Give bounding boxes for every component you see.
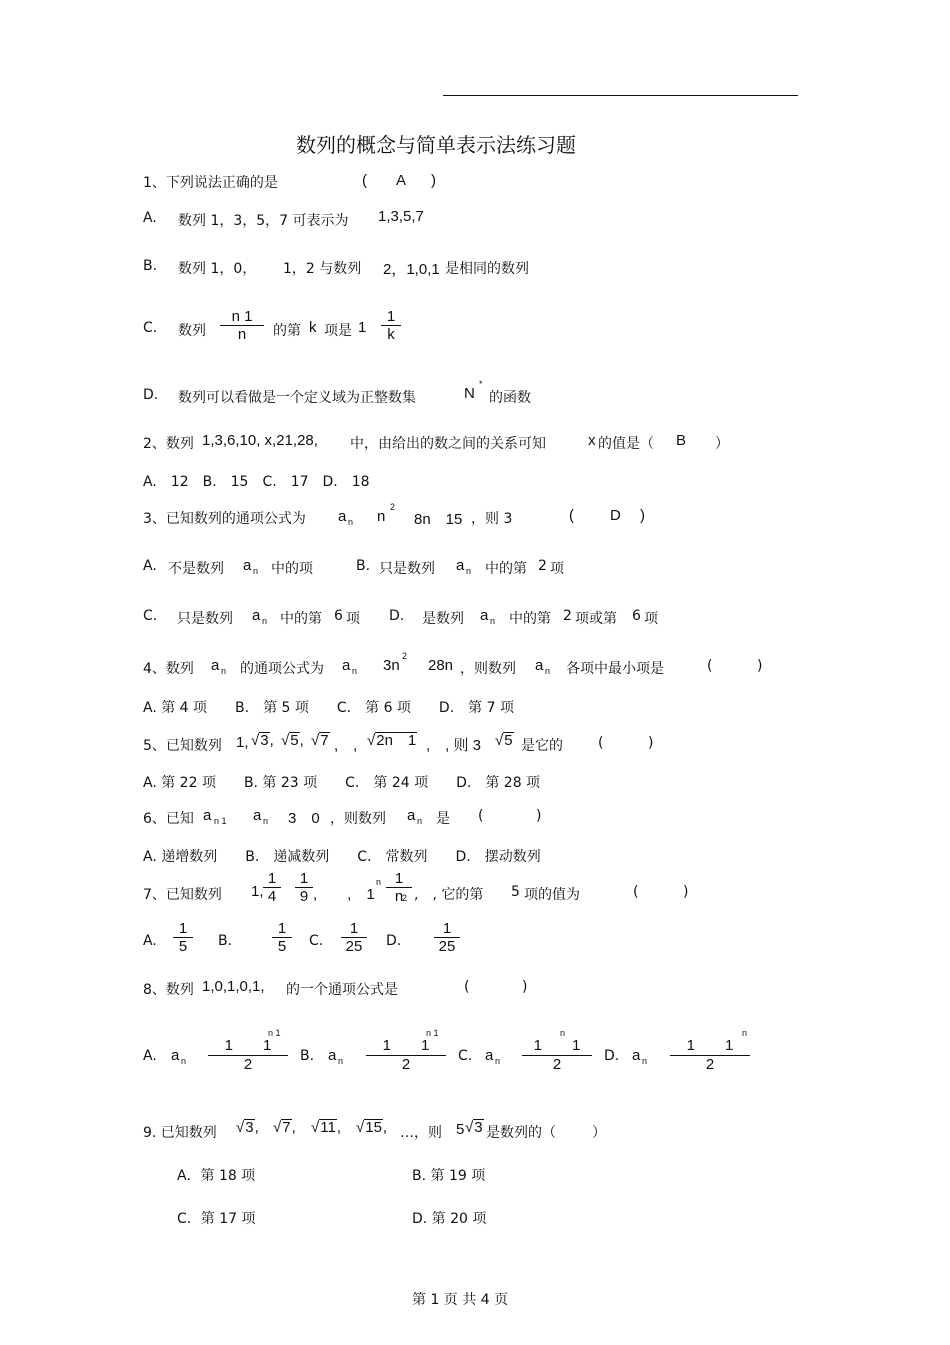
q7-opt-b-den: 5 bbox=[277, 938, 287, 955]
q1-d-star: * bbox=[479, 379, 483, 389]
q4-text2: 的通项公式为 bbox=[240, 661, 324, 677]
q3-bracket-right: ) bbox=[640, 507, 645, 524]
q4-math2: 28n bbox=[428, 657, 454, 674]
q5-sqrt5: √5, bbox=[281, 732, 304, 749]
q7-opt-b-frac bbox=[272, 920, 292, 955]
q4-an: a bbox=[211, 657, 220, 674]
q6-text3: 是 bbox=[436, 811, 450, 827]
q8-opt-b-label: B. bbox=[300, 1048, 315, 1064]
q5-sqrt7: √7 bbox=[311, 732, 329, 749]
q2-bracket-right: ） bbox=[715, 436, 729, 452]
q3-a-sub: n bbox=[348, 517, 354, 527]
q1-bracket-right: ) bbox=[431, 172, 436, 189]
q1-bracket-left: ( bbox=[362, 172, 367, 189]
q3-c-text3: 项 bbox=[346, 611, 360, 627]
q7-text2: , , 它的第 bbox=[414, 887, 484, 903]
q9-opt-a: A．第 18 项 bbox=[177, 1168, 256, 1184]
q1-stem: 1、下列说法正确的是 bbox=[143, 175, 278, 191]
q3-b-an: a bbox=[456, 557, 465, 574]
q6-an2: a bbox=[407, 807, 416, 824]
q3-b-text3: 项 bbox=[550, 561, 564, 577]
q3-math: 8n 15 bbox=[414, 511, 463, 528]
q8-opt-a-den: 2 bbox=[243, 1056, 253, 1073]
q3-n: n bbox=[377, 508, 386, 525]
q8-opt-d-label: D. bbox=[604, 1048, 620, 1064]
q3-d-text3: 项或第 bbox=[575, 611, 617, 627]
q1-c-k: k bbox=[309, 319, 317, 336]
q9-opt-b: B. 第 19 项 bbox=[412, 1168, 486, 1184]
q8-opt-b-an-sub: n bbox=[338, 1056, 344, 1066]
q1-d-N: N bbox=[464, 385, 475, 402]
page-footer: 第 1 页 共 4 页 bbox=[412, 1292, 509, 1308]
q3-c-label: C. bbox=[143, 608, 158, 624]
q6-an1-sub: n 1 bbox=[214, 816, 227, 826]
q2-stem: 2、数列 bbox=[143, 436, 194, 452]
q1-b-text2: 是相同的数列 bbox=[445, 261, 529, 277]
q8-bracket-right: ) bbox=[522, 979, 528, 995]
q6-an-sub: n bbox=[263, 816, 269, 826]
q9-sqrt7: √7, bbox=[273, 1119, 296, 1136]
q7-opt-a-label: A. bbox=[143, 933, 157, 949]
q7-bracket-left: ( bbox=[633, 884, 639, 900]
q9-sqrt15: √15, bbox=[356, 1119, 388, 1136]
q8-stem: 8、数列 bbox=[143, 982, 194, 998]
q4-stem: 4、数列 bbox=[143, 661, 194, 677]
q3-c-text2: 中的第 bbox=[280, 611, 322, 627]
q3-bracket-left: ( bbox=[569, 507, 574, 524]
q8-opt-a-exp: n 1 bbox=[268, 1028, 281, 1038]
q5-bracket-left: ( bbox=[598, 735, 604, 751]
q9-stem: 9. 已知数列 bbox=[143, 1125, 217, 1141]
q8-opt-c-an-sub: n bbox=[495, 1056, 501, 1066]
q8-opt-d-exp: n bbox=[742, 1028, 748, 1038]
q7-frac1 bbox=[263, 870, 281, 905]
q7-frac3-den: n bbox=[394, 888, 404, 905]
q3-a: a bbox=[338, 508, 347, 525]
q8-opt-b-den: 2 bbox=[401, 1056, 411, 1073]
q5-sep: , , bbox=[334, 737, 358, 754]
q6-stem: 6、已知 bbox=[143, 811, 194, 827]
q7-frac3-num: 1 bbox=[394, 870, 404, 887]
q3-c-an: a bbox=[252, 607, 261, 624]
q4-an-sub: n bbox=[221, 666, 227, 676]
q3-d-text: 是数列 bbox=[422, 611, 464, 627]
q3-d-label: D. bbox=[389, 608, 405, 624]
q8-opt-d-an-sub: n bbox=[642, 1056, 648, 1066]
q2-text2: 中，由给出的数之间的关系可知 bbox=[350, 436, 546, 452]
q8-opt-c-an: a bbox=[485, 1047, 494, 1064]
q6-an2-sub: n bbox=[417, 816, 423, 826]
q7-opt-c-den: 25 bbox=[345, 938, 363, 955]
q6-bracket-left: ( bbox=[478, 808, 484, 824]
q4-bracket-right: ) bbox=[757, 658, 763, 674]
q5-sqrt-general: √2n 1 bbox=[367, 732, 417, 749]
q1-c-text2: 的第 bbox=[273, 323, 301, 339]
q3-answer: D bbox=[610, 507, 621, 524]
q7-frac2-num: 1 bbox=[299, 870, 309, 887]
q9-opt-d: D. 第 20 项 bbox=[412, 1211, 487, 1227]
q8-bracket-left: ( bbox=[464, 979, 470, 995]
q7-one: 1, bbox=[251, 883, 264, 900]
q6-an1: a bbox=[203, 807, 212, 824]
q9-sqrt-target: √3 bbox=[465, 1119, 483, 1136]
q3-stem: 3、已知数列的通项公式为 bbox=[143, 511, 306, 527]
q6-an: a bbox=[253, 807, 262, 824]
q5-sqrt3: √3, bbox=[251, 732, 274, 749]
q5-then: , , 则 3 bbox=[426, 737, 482, 754]
q9-sqrt11: √11, bbox=[311, 1119, 341, 1136]
q1-a-label: A. bbox=[143, 210, 157, 226]
q4-an3-sub: n bbox=[545, 666, 551, 676]
q2-options: A. 12 B. 15 C. 17 D. 18 bbox=[143, 474, 370, 490]
q2-sequence: 1,3,6,10, x,21,28, bbox=[202, 432, 318, 449]
q8-opt-a-label: A. bbox=[143, 1048, 157, 1064]
q3-a-text2: 中的项 bbox=[271, 561, 313, 577]
q8-opt-b-frac bbox=[366, 1034, 446, 1073]
q1-b-math1: 1，2 与数列 bbox=[283, 261, 362, 277]
q1-d-text2: 的函数 bbox=[489, 390, 531, 406]
q3-text2: ，则 3 bbox=[471, 511, 513, 527]
q8-opt-c-label: C. bbox=[458, 1048, 473, 1064]
q7-opt-c-label: C. bbox=[309, 933, 324, 949]
q8-opt-a-an-sub: n bbox=[181, 1056, 187, 1066]
q9-text2: 是数列的（ bbox=[486, 1125, 556, 1141]
q7-opt-b-num: 1 bbox=[277, 920, 287, 937]
q8-opt-b-num: 1 1 bbox=[382, 1037, 430, 1054]
q7-opt-b-label: B. bbox=[218, 933, 233, 949]
q8-opt-a-an: a bbox=[171, 1047, 180, 1064]
q3-c-num: 6 bbox=[334, 608, 343, 624]
q7-frac1-den: 4 bbox=[267, 888, 277, 905]
q5-sqrt-target: √5 bbox=[495, 732, 513, 749]
q1-c-text: 数列 bbox=[178, 323, 206, 339]
q4-an2-sub: n bbox=[352, 666, 358, 676]
q8-opt-b-exp: n 1 bbox=[426, 1028, 439, 1038]
q3-b-num: 2 bbox=[538, 558, 547, 574]
q6-options: A. 递增数列 B. 递减数列 C. 常数列 D. 摆动数列 bbox=[143, 849, 541, 865]
q7-opt-a-den: 5 bbox=[178, 938, 188, 955]
q8-opt-d-frac bbox=[670, 1034, 750, 1073]
q6-text2: ，则数列 bbox=[330, 811, 386, 827]
q2-text3: 的值是（ bbox=[598, 436, 654, 452]
q8-seq: 1,0,1,0,1, bbox=[202, 978, 265, 995]
header-rule bbox=[443, 95, 798, 96]
q8-opt-d-num: 1 1 bbox=[686, 1037, 734, 1054]
q1-c-text3: 项是 bbox=[324, 323, 352, 339]
q8-opt-d-an: a bbox=[632, 1047, 641, 1064]
q3-a-an-sub: n bbox=[253, 566, 259, 576]
q1-c-label: C. bbox=[143, 320, 158, 336]
q2-answer: B bbox=[676, 432, 687, 449]
q5-one: 1, bbox=[236, 734, 249, 751]
q8-opt-b-an: a bbox=[328, 1047, 337, 1064]
q3-b-label: B. bbox=[356, 558, 371, 574]
q7-frac3 bbox=[386, 870, 412, 905]
q4-an3: a bbox=[535, 657, 544, 674]
q3-a-an: a bbox=[243, 557, 252, 574]
q9-five: 5 bbox=[456, 1121, 465, 1138]
q8-opt-d-den: 2 bbox=[705, 1056, 715, 1073]
q8-opt-c-den: 2 bbox=[552, 1056, 562, 1073]
q3-d-text4: 项 bbox=[644, 611, 658, 627]
q8-opt-a-num: 1 1 bbox=[224, 1037, 272, 1054]
q9-opt-c: C．第 17 项 bbox=[177, 1211, 256, 1227]
q7-nexp: n bbox=[376, 877, 382, 887]
q1-answer: A bbox=[396, 172, 407, 189]
q3-a-text: 不是数列 bbox=[168, 561, 224, 577]
q7-bracket-right: ) bbox=[683, 884, 689, 900]
q1-c-one: 1 bbox=[358, 319, 367, 336]
q3-d-num: 2 bbox=[563, 608, 572, 624]
q7-opt-a-num: 1 bbox=[178, 920, 188, 937]
q9-bracket-right: ） bbox=[592, 1125, 606, 1141]
q9-sqrt3: √3, bbox=[236, 1119, 259, 1136]
q8-opt-c-frac bbox=[522, 1034, 592, 1073]
q7-num: 5 bbox=[511, 884, 520, 900]
q5-bracket-right: ) bbox=[648, 735, 654, 751]
q3-b-text: 只是数列 bbox=[379, 561, 435, 577]
q1-b-label: B. bbox=[143, 258, 158, 274]
q1-c-denominator: n bbox=[237, 326, 247, 343]
q1-d-text: 数列可以看做是一个定义域为正整数集 bbox=[178, 390, 416, 406]
q1-a-text: 数列 1，3，5，7 可表示为 bbox=[178, 213, 349, 229]
q8-opt-c-exp: n bbox=[560, 1028, 566, 1038]
q1-c-fraction bbox=[220, 308, 264, 343]
q1-c-numerator: n 1 bbox=[231, 308, 253, 325]
q3-b-an-sub: n bbox=[466, 566, 472, 576]
q7-frac2 bbox=[295, 870, 313, 905]
q7-opt-c-num: 1 bbox=[349, 920, 359, 937]
q5-text2: 是它的 bbox=[521, 738, 563, 754]
q3-c-an-sub: n bbox=[262, 616, 268, 626]
q7-opt-c-frac bbox=[341, 920, 367, 955]
q1-b-math2: 2，1,0,1 bbox=[383, 261, 440, 278]
q3-c-text: 只是数列 bbox=[177, 611, 233, 627]
q4-math: 3n bbox=[383, 657, 400, 674]
q8-opt-a-frac bbox=[208, 1034, 288, 1073]
q7-f3-exp: 2 bbox=[402, 893, 408, 903]
q3-b-text2: 中的第 bbox=[485, 561, 527, 577]
q3-d-an-sub: n bbox=[490, 616, 496, 626]
q3-d-num2: 6 bbox=[632, 608, 641, 624]
q7-frac1-num: 1 bbox=[267, 870, 277, 887]
q4-text4: 各项中最小项是 bbox=[566, 661, 664, 677]
q4-an2: a bbox=[342, 657, 351, 674]
page-title: 数列的概念与简单表示法练习题 bbox=[296, 133, 576, 157]
q9-tail: …，则 bbox=[400, 1125, 442, 1141]
q6-bracket-right: ) bbox=[536, 808, 542, 824]
q7-opt-a-frac bbox=[173, 920, 193, 955]
q8-text2: 的一个通项公式是 bbox=[286, 982, 398, 998]
q6-math: 3 0 bbox=[288, 810, 320, 827]
q7-opt-d-den: 25 bbox=[438, 938, 456, 955]
q7-opt-d-label: D. bbox=[386, 933, 402, 949]
q1-c-frac2-num: 1 bbox=[386, 308, 396, 325]
q3-exp: 2 bbox=[390, 502, 396, 512]
q5-stem: 5、已知数列 bbox=[143, 738, 222, 754]
q2-x: x bbox=[588, 432, 596, 449]
q1-c-frac2-den: k bbox=[387, 326, 395, 343]
q3-a-label: A. bbox=[143, 558, 157, 574]
q7-text3: 项的值为 bbox=[524, 887, 580, 903]
q3-d-an: a bbox=[480, 607, 489, 624]
q3-d-text2: 中的第 bbox=[509, 611, 551, 627]
q7-stem: 7、已知数列 bbox=[143, 887, 222, 903]
q7-frac2-den: 9 bbox=[299, 888, 309, 905]
q4-exp: 2 bbox=[402, 651, 408, 661]
q1-a-math: 1,3,5,7 bbox=[378, 208, 424, 225]
q7-opt-d-num: 1 bbox=[442, 920, 452, 937]
q7-mid: , , 1 bbox=[313, 886, 375, 903]
q4-bracket-left: ( bbox=[707, 658, 713, 674]
q4-text3: ，则数列 bbox=[460, 661, 516, 677]
q4-options: A. 第 4 项 B. 第 5 项 C. 第 6 项 D. 第 7 项 bbox=[143, 700, 514, 716]
q1-b-text: 数列 1，0， bbox=[178, 261, 257, 277]
q8-opt-c-num: 1 1 bbox=[533, 1037, 581, 1054]
q7-opt-d-frac bbox=[434, 920, 460, 955]
q1-c-fraction2 bbox=[381, 308, 401, 343]
q1-d-label: D. bbox=[143, 387, 159, 403]
q5-options: A. 第 22 项 B. 第 23 项 C. 第 24 项 D. 第 28 项 bbox=[143, 775, 541, 791]
